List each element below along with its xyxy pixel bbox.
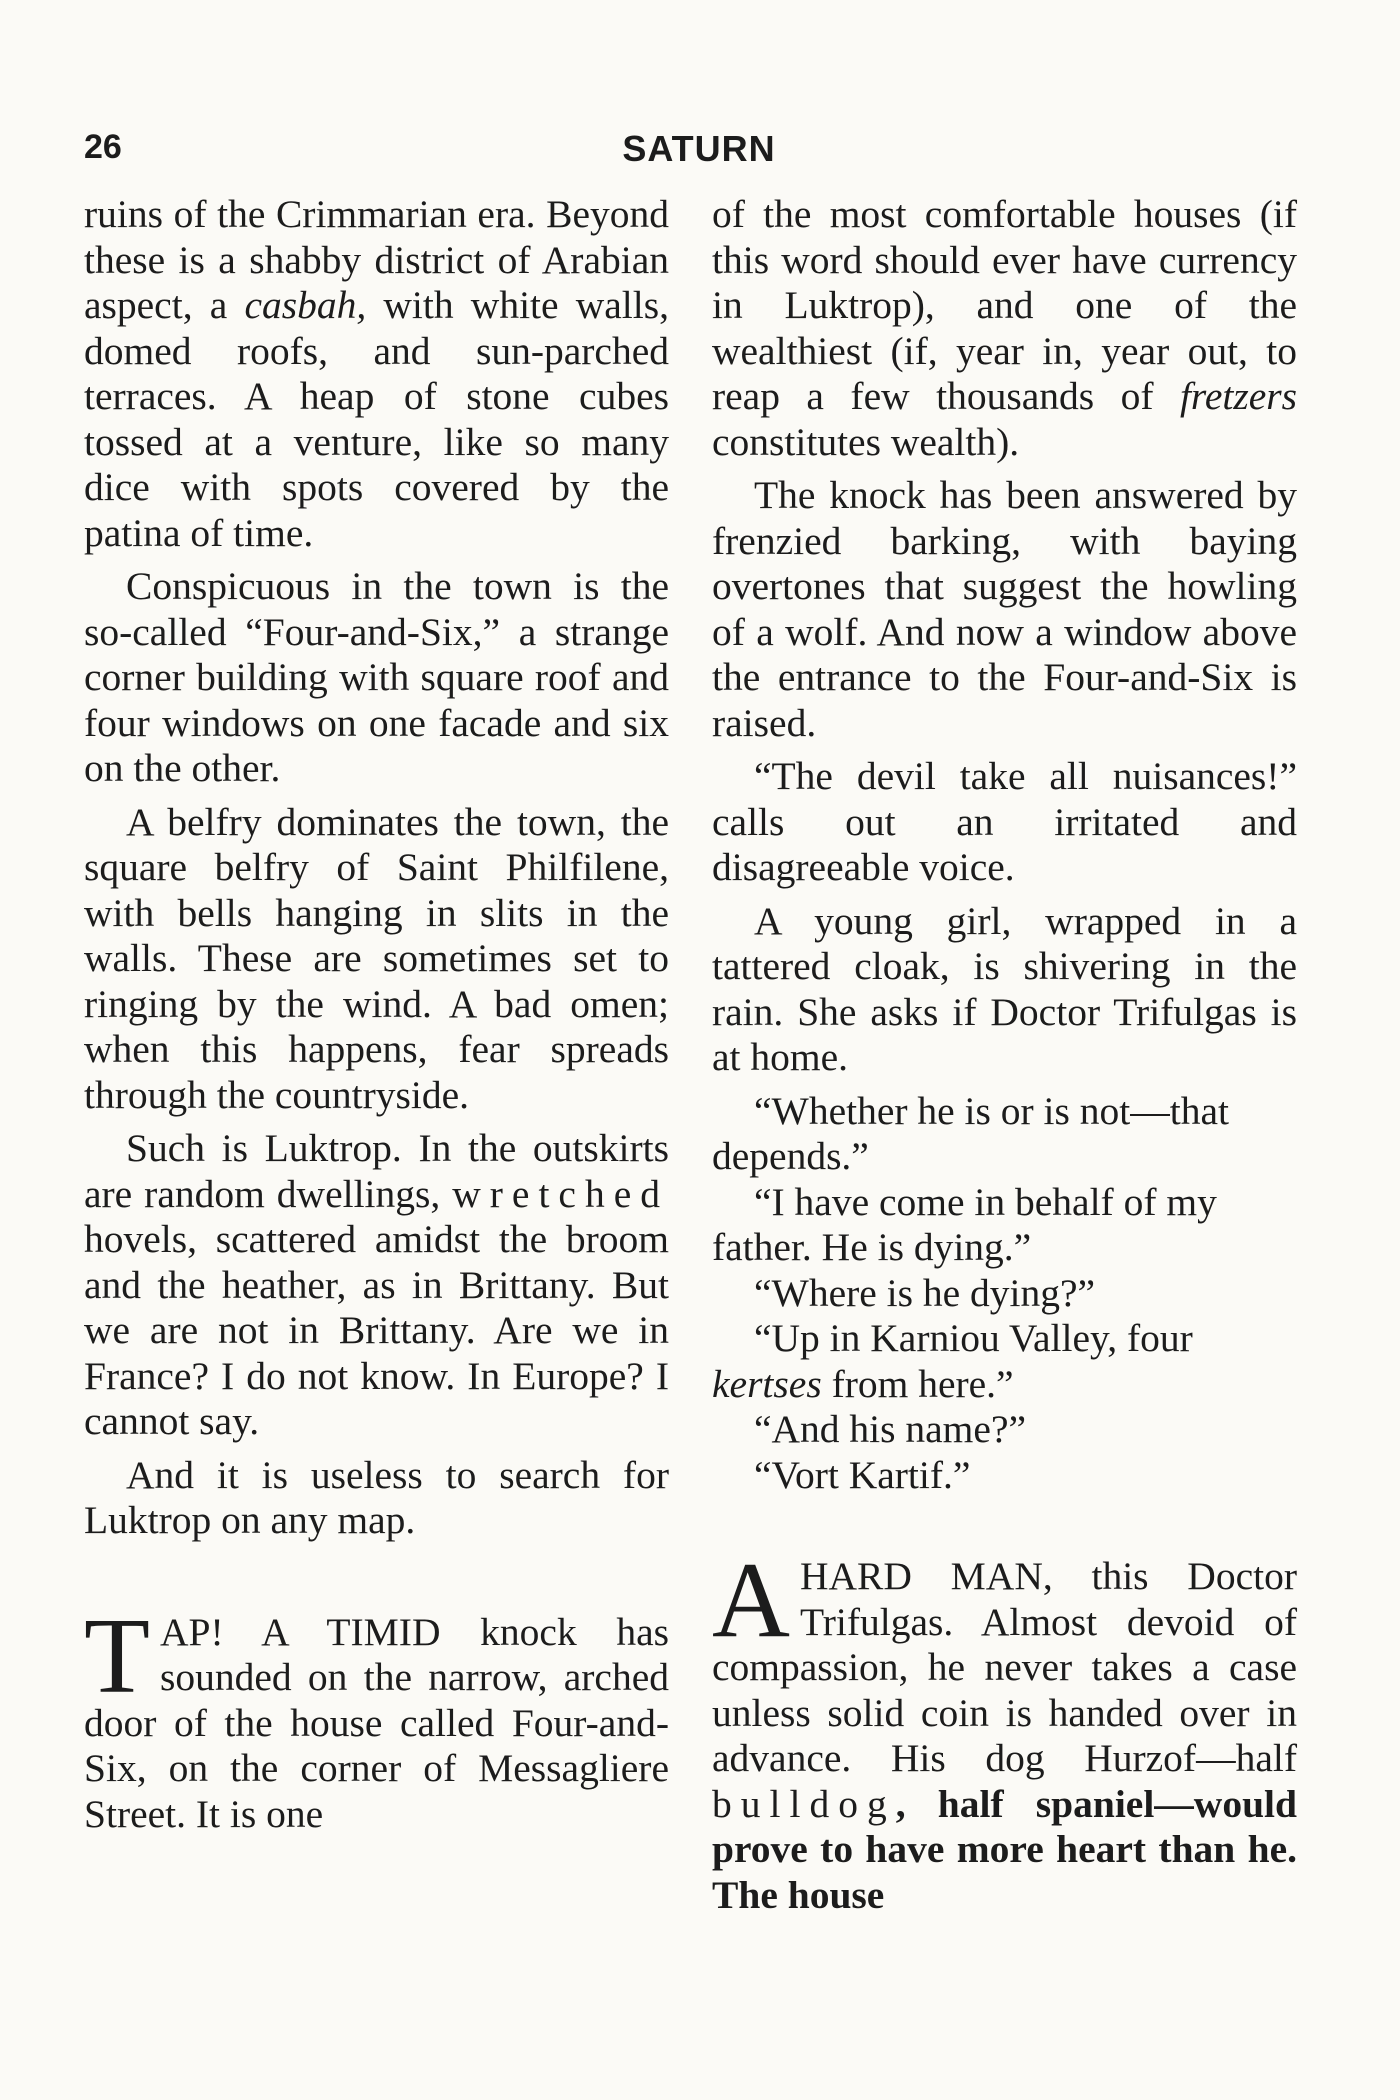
paragraph: A young girl, wrapped in a tattered cloak, is shivering in the rain. She asks if Doctor Trifulgas is at home. <box>712 898 1297 1079</box>
drop-cap: T <box>84 1596 150 1716</box>
left-column <box>84 192 669 1837</box>
dialog-line: “Vort Kartif.” <box>754 1452 971 1497</box>
text-run: hovels, scattered amidst the broom and the heather, as in Brittany. But we are not in Brittany. Are we in France? I do not know. In Europe? I cannot say. <box>84 1217 669 1443</box>
dialog-line: “I have come in behalf of my father. He is dying.” <box>712 1179 1217 1269</box>
italic-word: casbah, <box>244 283 367 327</box>
dialog-line: “Where is he dying?” <box>754 1270 1096 1315</box>
drop-cap: A <box>712 1541 790 1660</box>
text-run: constitutes wealth). <box>712 419 1020 464</box>
paragraph <box>84 192 669 556</box>
paragraph: “The devil take all nuisances!” calls out an irritated and disagreeable voice. <box>712 754 1297 889</box>
running-head: SATURN <box>622 128 776 169</box>
text-run: from here.” <box>821 1361 1014 1406</box>
letterspaced-word: bulldog <box>712 1781 896 1826</box>
dialog-line: “And his name?” <box>754 1407 1027 1451</box>
text-run: knock has sounded on the narrow, arched door of the house called Four-and-Six, on the corner of Messagliere Street. It is one <box>84 1609 670 1836</box>
page-number: 26 <box>84 128 122 166</box>
italic-word: fretzers <box>1179 374 1297 418</box>
right-column <box>712 192 1297 1918</box>
text-run: Such is Luktrop. In the outskirts are random dwellings, <box>84 1126 669 1216</box>
section-opening-paragraph <box>712 1541 1297 1918</box>
section-opening-paragraph <box>84 1596 670 1838</box>
paragraph: Conspicuous in the town is the so-called “Four-and-Six,” a strange corner building with square roof and four windows on one facade and six on the other. <box>84 564 669 790</box>
letterspaced-word: wretched <box>452 1171 669 1216</box>
text-run: , half spaniel—would prove to have more heart than he. The house <box>712 1781 1297 1917</box>
dialog-line: “Whether he is or is not—that depends.” <box>712 1088 1229 1178</box>
lead-in: AP! A TIMID <box>159 1609 441 1654</box>
text-run: ruins of the Crimmarian era. Beyond these is a shabby district of Arabian aspect, a <box>84 192 669 327</box>
paragraph: And it is useless to search for Luktrop on any map. <box>84 1452 669 1542</box>
dialog-line <box>712 1316 1297 1407</box>
text-run: of the most comfortable houses (if this word should ever have currency in Luktrop), and one of the wealthiest (if, year in, year out, to reap a few thousands of <box>712 192 1297 418</box>
italic-word: kertses <box>712 1361 822 1406</box>
page-header <box>84 128 1314 172</box>
paragraph <box>84 1126 669 1445</box>
text-run: “Up in Karniou Valley, four <box>754 1316 1193 1360</box>
text-run: this Doctor Trifulgas. Almost devoid of compassion, he never takes a case unless solid coin is handed over in advance. His dog Hurzof—half <box>712 1554 1297 1780</box>
paragraph <box>712 192 1297 465</box>
paragraph: A belfry dominates the town, the square belfry of Saint Philfilene, with bells hanging in slits in the walls. These are sometimes set to ringing by the wind. A bad omen; when this happens, fear spreads through the countryside. <box>84 799 669 1117</box>
text-run: with white walls, domed roofs, and sun-parched terraces. A heap of stone cubes tossed at a venture, like so many dice with spots covered by the patina of time. <box>84 283 669 555</box>
paragraph: The knock has been answered by frenzied barking, with baying overtones that suggest the howling of a wolf. And now a window above the entrance to the Four-and-Six is raised. <box>712 473 1297 745</box>
lead-in: HARD MAN, <box>800 1554 1053 1598</box>
